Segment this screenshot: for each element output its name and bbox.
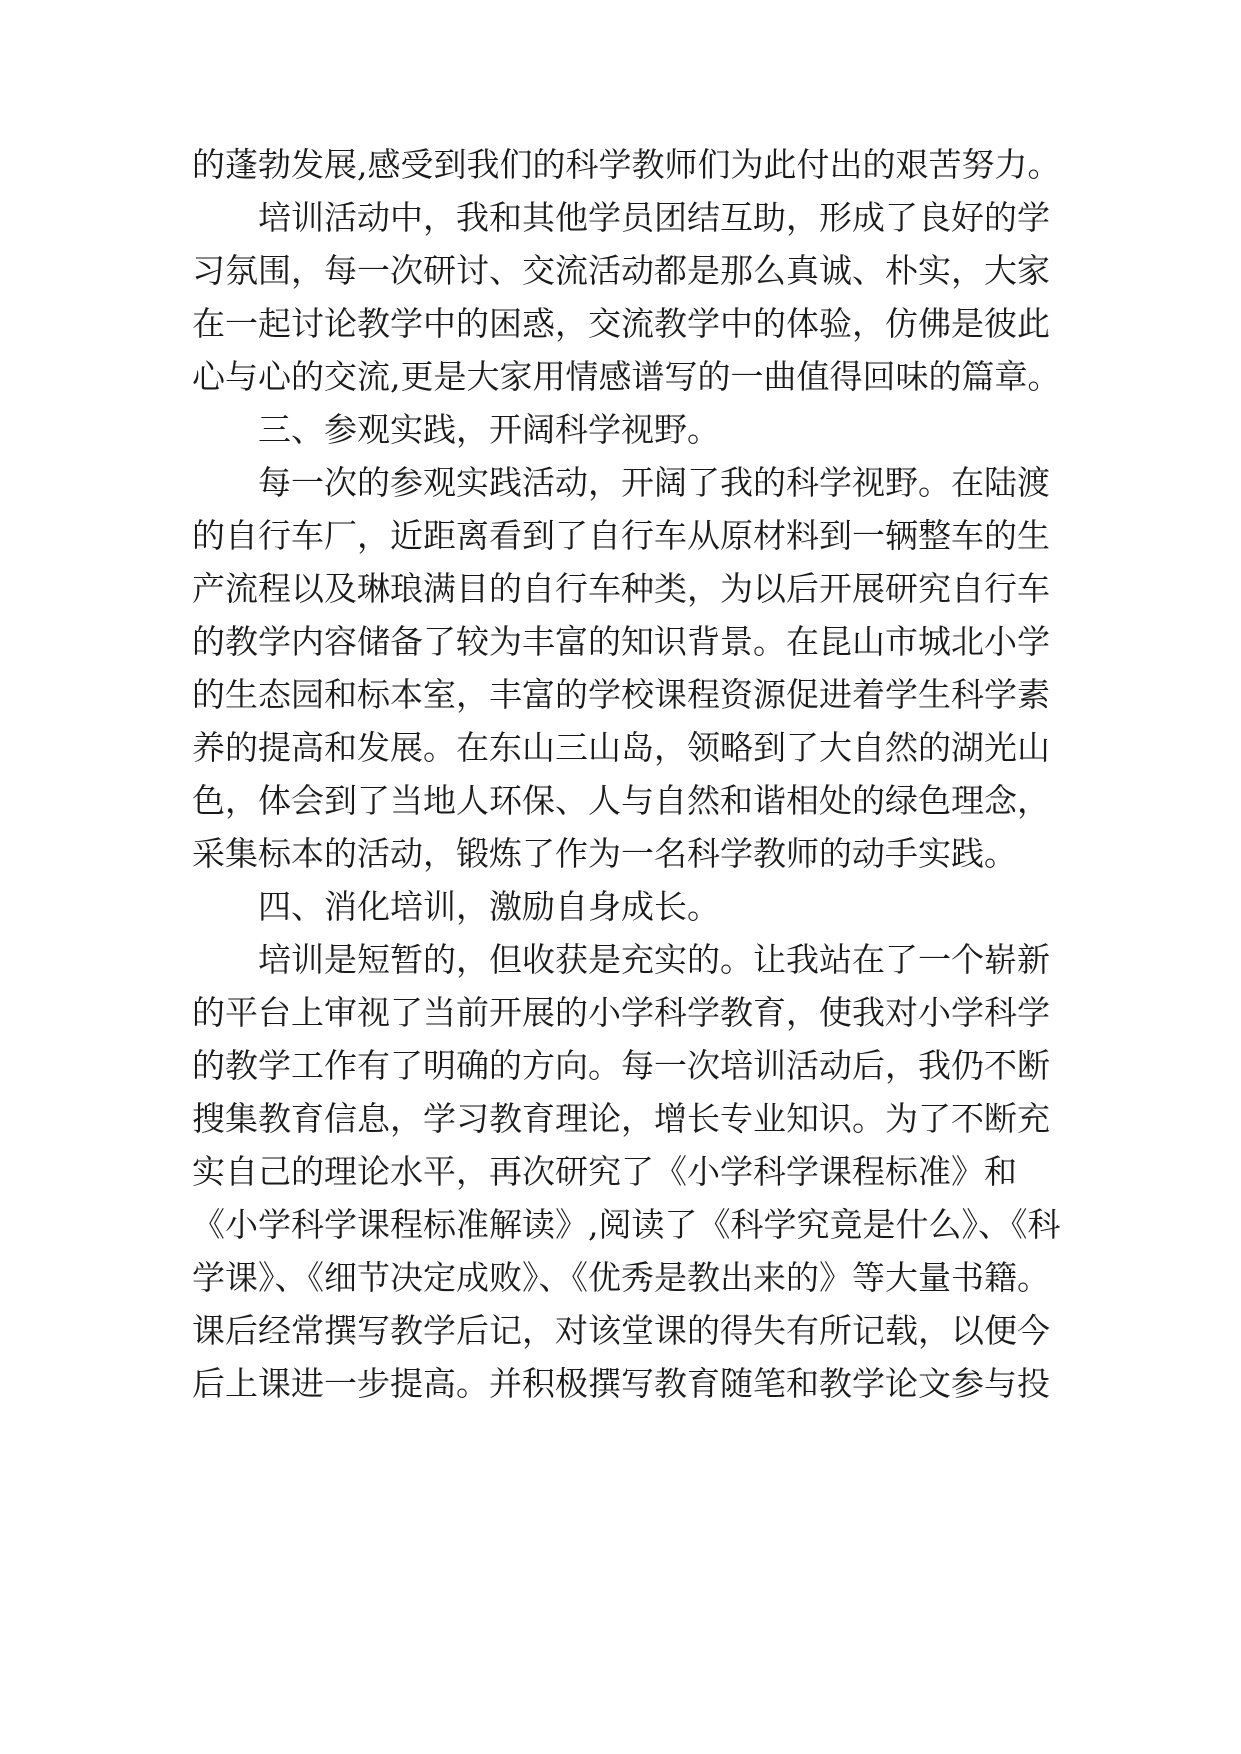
text-line: 习氛围，每一次研讨、交流活动都是那么真诚、朴实，大家 xyxy=(192,251,1050,290)
text-line: 的生态园和标本室，丰富的学校课程资源促进着学生科学素 xyxy=(192,675,1050,714)
paragraph-line: 培训是短暂的，但收获是充实的。让我站在了一个崭新 xyxy=(258,940,1050,979)
section-heading: 四、消化培训，激励自身成长。 xyxy=(258,887,720,926)
text-line: 色，体会到了当地人环保、人与自然和谐相处的绿色理念， xyxy=(192,781,1050,820)
section-heading: 三、参观实践，开阔科学视野。 xyxy=(258,410,720,449)
text-line: 养的提高和发展。在东山三山岛，领略到了大自然的湖光山 xyxy=(192,728,1050,767)
text-line: 的蓬勃发展,感受到我们的科学教师们为此付出的艰苦努力。 xyxy=(192,145,1061,184)
text-line: 搜集教育信息，学习教育理论，增长专业知识。为了不断充 xyxy=(192,1099,1050,1138)
text-line: 实自己的理论水平，再次研究了《小学科学课程标准》和 xyxy=(192,1152,1017,1191)
text-line: 的平台上审视了当前开展的小学科学教育，使我对小学科学 xyxy=(192,993,1050,1032)
text-line: 采集标本的活动，锻炼了作为一名科学教师的动手实践。 xyxy=(192,834,1017,873)
text-line: 学课》、《细节决定成败》、《优秀是教出来的》等大量书籍。 xyxy=(192,1258,1050,1297)
text-line: 产流程以及琳琅满目的自行车种类，为以后开展研究自行车 xyxy=(192,569,1050,608)
text-line: 课后经常撰写教学后记，对该堂课的得失有所记载，以便今 xyxy=(192,1311,1050,1350)
text-line: 的教学工作有了明确的方向。每一次培训活动后，我仍不断 xyxy=(192,1046,1050,1085)
text-line: 后上课进一步提高。并积极撰写教育随笔和教学论文参与投 xyxy=(192,1364,1050,1403)
paragraph-line: 培训活动中，我和其他学员团结互助，形成了良好的学 xyxy=(258,198,1050,237)
text-line: 在一起讨论教学中的困惑，交流教学中的体验，仿佛是彼此 xyxy=(192,304,1050,343)
text-line: 的自行车厂，近距离看到了自行车从原材料到一辆整车的生 xyxy=(192,516,1050,555)
text-line: 的教学内容储备了较为丰富的知识背景。在昆山市城北小学 xyxy=(192,622,1050,661)
paragraph-line: 每一次的参观实践活动，开阔了我的科学视野。在陆渡 xyxy=(258,463,1050,502)
text-line: 《小学科学课程标准解读》,阅读了《科学究竟是什么》、《科 xyxy=(192,1205,1061,1244)
text-line: 心与心的交流,更是大家用情感谱写的一曲值得回味的篇章。 xyxy=(192,357,1061,396)
